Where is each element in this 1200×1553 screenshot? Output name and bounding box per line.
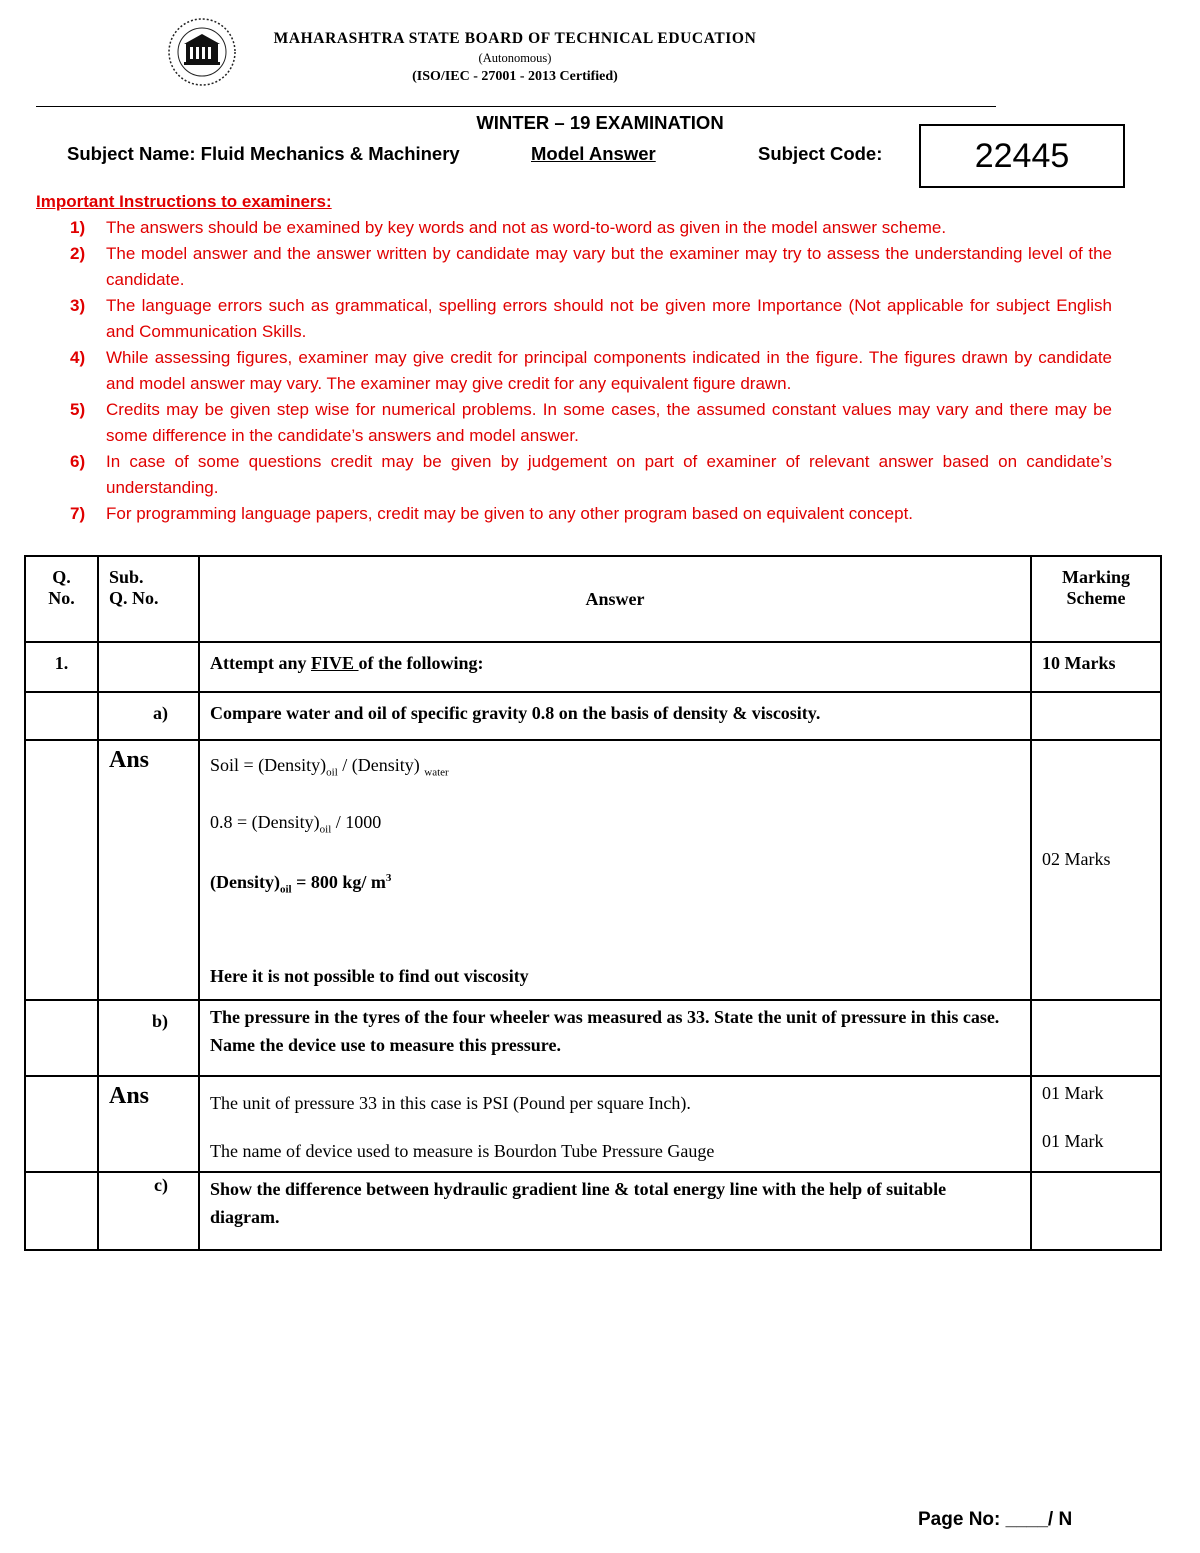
table-row: [25, 642, 1161, 692]
instruction-item: 1) The answers should be examined by key words and not as word-to-word as given in the model answer scheme.: [70, 218, 947, 237]
instructions-list: [70, 215, 1112, 527]
marking-scheme-header: Marking Scheme: [1031, 556, 1161, 642]
q-no-header: Q. No.: [25, 556, 98, 642]
question-b-text: The pressure in the tyres of the four wheeler was measured as 33. State the unit of pressure in this case. Name the device use to measure this pressure.: [199, 1000, 1031, 1076]
exam-title: WINTER – 19 EXAMINATION: [476, 112, 724, 133]
ans-label: Ans: [98, 740, 199, 1000]
answer-table: [24, 555, 1162, 1251]
subject-name: Subject Name: Fluid Mechanics & Machinery: [67, 143, 460, 164]
autonomous-label: (Autonomous): [478, 51, 552, 65]
instruction-item: 6) In case of some questions credit may be given by judgement on part of examiner of relevant answer based on candidate’s understanding.: [70, 452, 1112, 497]
ans-label: Ans: [98, 1076, 199, 1172]
table-row: [25, 692, 1161, 740]
sub-question-a: a): [98, 692, 199, 740]
question-instruction: Attempt any FIVE of the following:: [199, 642, 1031, 692]
instruction-item: 7) For programming language papers, credit may be given to any other program based on equivalent concept.: [70, 504, 914, 523]
question-a-text: Compare water and oil of specific gravity 0.8 on the basis of density & viscosity.: [199, 692, 1031, 740]
question-c-text: Show the difference between hydraulic gradient line & total energy line with the help of suitable diagram.: [199, 1172, 1031, 1250]
instruction-item: 5) Credits may be given step wise for numerical problems. In some cases, the assumed constant values may vary and there may be some difference in the candidate’s answers and model answer.: [70, 400, 1112, 445]
header-divider: [36, 106, 996, 107]
board-name: MAHARASHTRA STATE BOARD OF TECHNICAL EDUCATION: [273, 30, 757, 47]
table-row: [25, 1076, 1161, 1172]
answer-b-marks: 01 Mark 01 Mark: [1031, 1076, 1161, 1172]
answer-a-marks: 02 Marks: [1031, 740, 1161, 1000]
sub-question-c: c): [98, 1172, 199, 1250]
instruction-item: 2) The model answer and the answer written by candidate may vary but the examiner may try to assess the understanding level of the candidate.: [70, 244, 1112, 289]
answer-header: Answer: [199, 556, 1031, 642]
instruction-item: 4) While assessing figures, examiner may give credit for principal components indicated in the figure. The figures drawn by candidate and model answer may vary. The examiner may give credit for any equivalent figure drawn.: [70, 348, 1112, 393]
table-header-row: [25, 556, 1161, 642]
question-number: 1.: [25, 642, 98, 692]
table-row: [25, 740, 1161, 1000]
certification-label: (ISO/IEC - 27001 - 2013 Certified): [412, 69, 618, 84]
page-number: Page No: ____/ N: [918, 1509, 1073, 1530]
sub-question-b: b): [98, 1000, 199, 1076]
subject-code-box: 22445: [919, 124, 1125, 188]
answer-a: Soil = $(Density)_{oil}$ / (Density) $_{water}$ $0.8 = (Density)_{oil} / 1000$ $(Density)_{oil} = 800$ kg/ $m^3$ Here it is not possible to find out viscosity: [199, 740, 1031, 1000]
table-row: [25, 1172, 1161, 1250]
instructions-heading: Important Instructions to examiners:: [36, 192, 332, 211]
instruction-item: 3) The language errors such as grammatical, spelling errors should not be given more Importance (Not applicable for subject English and Communication Skills.: [70, 296, 1112, 341]
table-row: [25, 1000, 1161, 1076]
answer-b: The unit of pressure 33 in this case is PSI (Pound per square Inch). The name of device used to measure is Bourdon Tube Pressure Gauge: [199, 1076, 1031, 1172]
question-marks: 10 Marks: [1031, 642, 1161, 692]
sub-q-no-header: Sub. Q. No.: [98, 556, 199, 642]
model-answer-label: Model Answer: [531, 143, 656, 164]
subject-code-label: Subject Code:: [758, 143, 883, 164]
